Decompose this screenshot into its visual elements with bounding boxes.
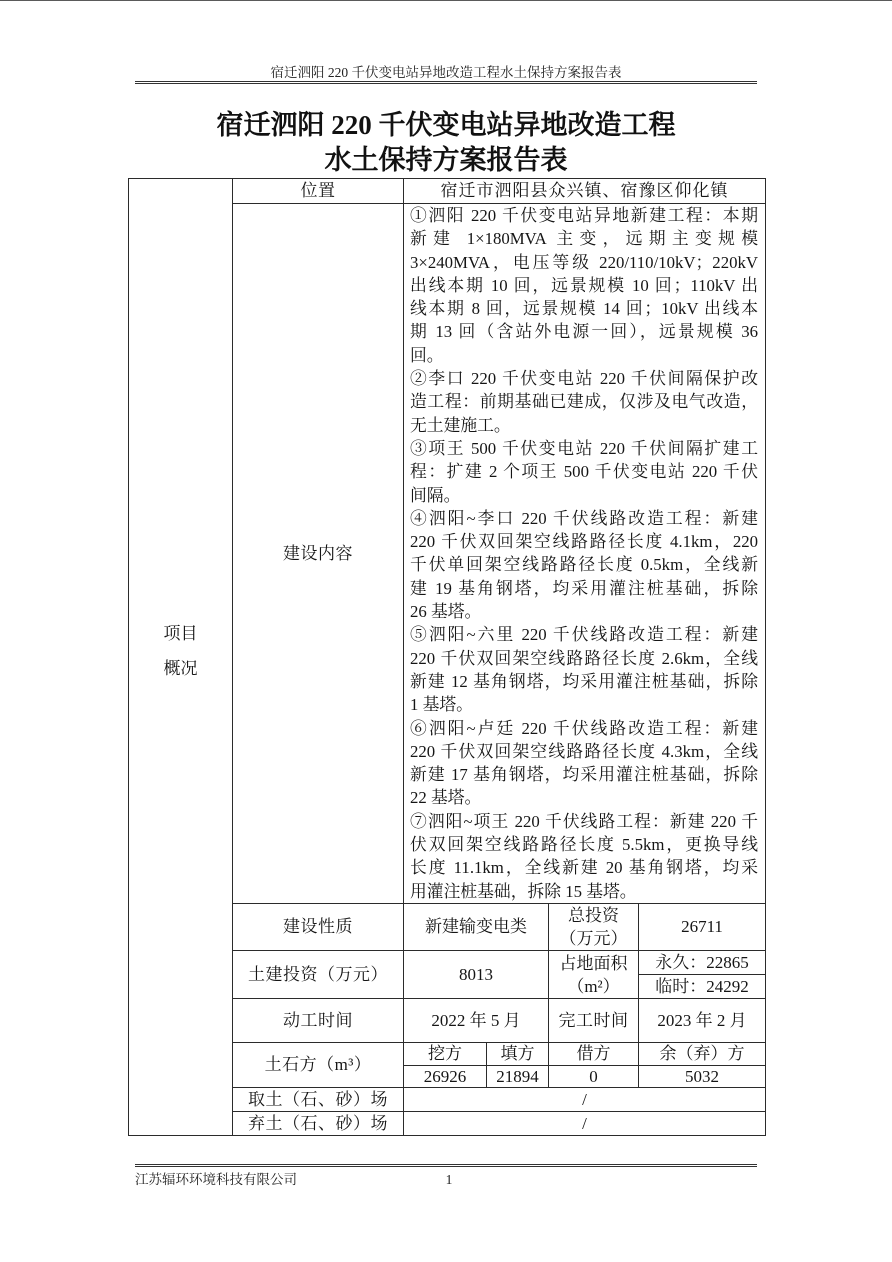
land-area-label (549, 951, 639, 999)
content-line: 出线本期 10 回，远景规模 10 回；110kV 出 (410, 275, 758, 295)
content-line: 3×240MVA，电压等级 220/110/10kV；220kV (410, 252, 758, 272)
content-line: 长度 11.1km，全线新建 20 基角钢塔，均采 (410, 858, 758, 878)
content-line: 新建 12 基角钢塔，均采用灌注桩基础，拆除 (410, 671, 758, 691)
document-subtitle: 水土保持方案报告表 (324, 145, 568, 175)
content-line: 千伏单回架空线路路径长度 0.5km，全线新 (410, 555, 758, 575)
land-area-label-line: 占地面积 (559, 953, 628, 973)
construction-nature-value: 新建输变电类 (404, 904, 549, 951)
footer-company: 江苏辐环环境科技有限公司 (135, 1172, 297, 1187)
content-line: 程：扩建 2 个项王 500 千伏变电站 220 千伏 (410, 462, 758, 482)
page-top-edge (0, 0, 892, 1)
construction-nature-label: 建设性质 (233, 904, 404, 951)
completion-time-value: 2023 年 2 月 (639, 999, 766, 1043)
content-line: ④泗阳~李口 220 千伏线路改造工程：新建 (410, 508, 758, 528)
content-paragraph (410, 437, 758, 507)
content-line: 26 基塔。 (410, 602, 482, 622)
content-line: 22 基塔。 (410, 788, 482, 808)
construction-content-label: 建设内容 (233, 204, 404, 904)
civil-investment-value: 8013 (404, 951, 549, 999)
content-line: 间隔。 (410, 485, 461, 505)
construction-content-value (404, 204, 766, 904)
content-line: 新建 1×180MVA 主变，远期主变规模 (410, 229, 758, 249)
content-line: ⑥泗阳~卢廷 220 千伏线路改造工程：新建 (410, 718, 758, 738)
content-paragraph (410, 717, 758, 810)
footer-rule (135, 1164, 757, 1167)
borrow-site-label: 取土（石、砂）场 (233, 1088, 404, 1112)
content-line: 220 千伏双回架空线路路径长度 2.6km，全线 (410, 648, 758, 668)
project-overview-table (128, 178, 766, 1136)
start-time-value: 2022 年 5 月 (404, 999, 549, 1043)
total-investment-value: 26711 (639, 904, 766, 951)
content-line: ⑤泗阳~六里 220 千伏线路改造工程：新建 (410, 625, 758, 645)
earthwork-label: 土石方（m³） (233, 1043, 404, 1088)
land-area-label-line: （m²） (567, 976, 620, 996)
completion-time-label: 完工时间 (549, 999, 639, 1043)
content-line: ①泗阳 220 千伏变电站异地新建工程：本期 (410, 206, 758, 225)
content-line: 造工程：前期基础已建成，仅涉及电气改造， (410, 392, 758, 412)
content-line: ②李口 220 千伏变电站 220 千伏间隔保护改 (410, 369, 758, 389)
earthwork-header-fill: 填方 (487, 1043, 549, 1066)
total-investment-label-line: （万元） (559, 929, 628, 948)
page-number: 1 (445, 1172, 453, 1187)
earthwork-value-excavation: 26926 (404, 1066, 487, 1088)
land-area-permanent: 永久：22865 (639, 951, 766, 975)
content-paragraph (410, 507, 758, 623)
earthwork-value-surplus: 5032 (639, 1066, 766, 1088)
content-line: 建 19 基角钢塔，均采用灌注桩基础，拆除 (410, 578, 758, 598)
content-line: 线本期 8 回，远景规模 14 回；10kV 出线本 (410, 299, 758, 319)
running-header: 宿迁泗阳 220 千伏变电站异地改造工程水土保持方案报告表 (270, 65, 622, 80)
civil-investment-label: 土建投资（万元） (233, 951, 404, 999)
content-line: 伏双回架空线路路径长度 5.5km，更换导线 (410, 835, 758, 855)
content-line: 220 千伏双回架空线路路径长度 4.1km，220 (410, 532, 758, 552)
header-rule (135, 81, 757, 84)
content-line: 1 基塔。 (410, 695, 473, 715)
content-paragraph (410, 204, 758, 367)
borrow-site-value: / (404, 1088, 766, 1112)
total-investment-label (549, 904, 639, 951)
content-line: 220 千伏双回架空线路路径长度 4.3km，全线 (410, 741, 758, 761)
total-investment-label-line: 总投资 (568, 906, 619, 925)
land-area-temporary: 临时：24292 (639, 975, 766, 999)
section-label-project-overview (129, 179, 233, 1136)
earthwork-value-fill: 21894 (487, 1066, 549, 1088)
earthwork-header-excavation: 挖方 (404, 1043, 487, 1066)
earthwork-header-borrow: 借方 (549, 1043, 639, 1066)
content-line: 用灌注桩基础，拆除 15 基塔。 (410, 881, 637, 901)
section-label-line: 概况 (163, 659, 198, 678)
location-value: 宿迁市泗阳县众兴镇、宿豫区仰化镇 (404, 179, 766, 204)
document-title: 宿迁泗阳 220 千伏变电站异地改造工程 (216, 110, 676, 140)
section-label-line: 项目 (163, 624, 198, 643)
content-paragraph (410, 623, 758, 716)
earthwork-value-borrow: 0 (549, 1066, 639, 1088)
content-line: 回。 (410, 345, 444, 365)
earthwork-header-surplus: 余（弃）方 (639, 1043, 766, 1066)
location-label: 位置 (233, 179, 404, 204)
content-line: 新建 17 基角钢塔，均采用灌注桩基础，拆除 (410, 765, 758, 785)
start-time-label: 动工时间 (233, 999, 404, 1043)
content-line: ⑦泗阳~项王 220 千伏线路工程：新建 220 千 (410, 811, 758, 831)
spoil-site-label: 弃土（石、砂）场 (233, 1112, 404, 1136)
content-paragraph (410, 810, 758, 903)
spoil-site-value: / (404, 1112, 766, 1136)
content-paragraph (410, 367, 758, 437)
content-line: ③项王 500 千伏变电站 220 千伏间隔扩建工 (410, 438, 758, 458)
content-line: 无土建施工。 (410, 415, 511, 435)
content-line: 期 13 回（含站外电源一回），远景规模 36 (410, 322, 758, 342)
